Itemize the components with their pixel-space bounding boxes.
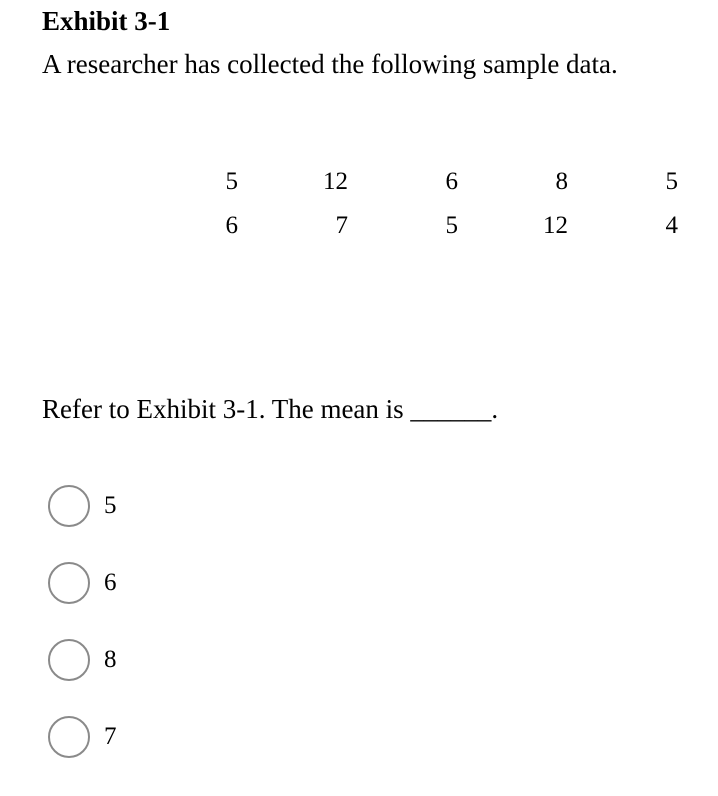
table-cell: 5 [225,168,238,195]
table-cell: 5 [445,212,458,239]
radio-button[interactable] [48,485,90,527]
question-text: Refer to Exhibit 3-1. The mean is ______. [42,394,499,424]
option-label: 5 [104,492,117,519]
table-row [140,160,690,204]
table-cell: 12 [543,212,568,239]
answer-option-1[interactable] [48,484,117,528]
radio-button[interactable] [48,562,90,604]
option-label: 8 [104,646,117,673]
table-cell: 4 [665,212,678,239]
table-cell: 12 [323,168,348,195]
radio-button[interactable] [48,716,90,758]
answer-option-4[interactable] [48,715,117,759]
answer-option-3[interactable] [48,638,117,682]
table-cell: 7 [335,212,348,239]
table-cell: 5 [665,168,678,195]
table-cell: 8 [555,168,568,195]
exhibit-intro: A researcher has collected the following sample data. [42,49,618,79]
table-cell: 6 [445,168,458,195]
answer-options [48,484,117,792]
sample-data-table [140,160,690,248]
option-label: 6 [104,569,117,596]
exhibit-title: Exhibit 3-1 [42,6,171,36]
table-cell: 6 [225,212,238,239]
table-row [140,204,690,248]
radio-button[interactable] [48,639,90,681]
option-label: 7 [104,723,117,750]
answer-option-2[interactable] [48,561,117,605]
